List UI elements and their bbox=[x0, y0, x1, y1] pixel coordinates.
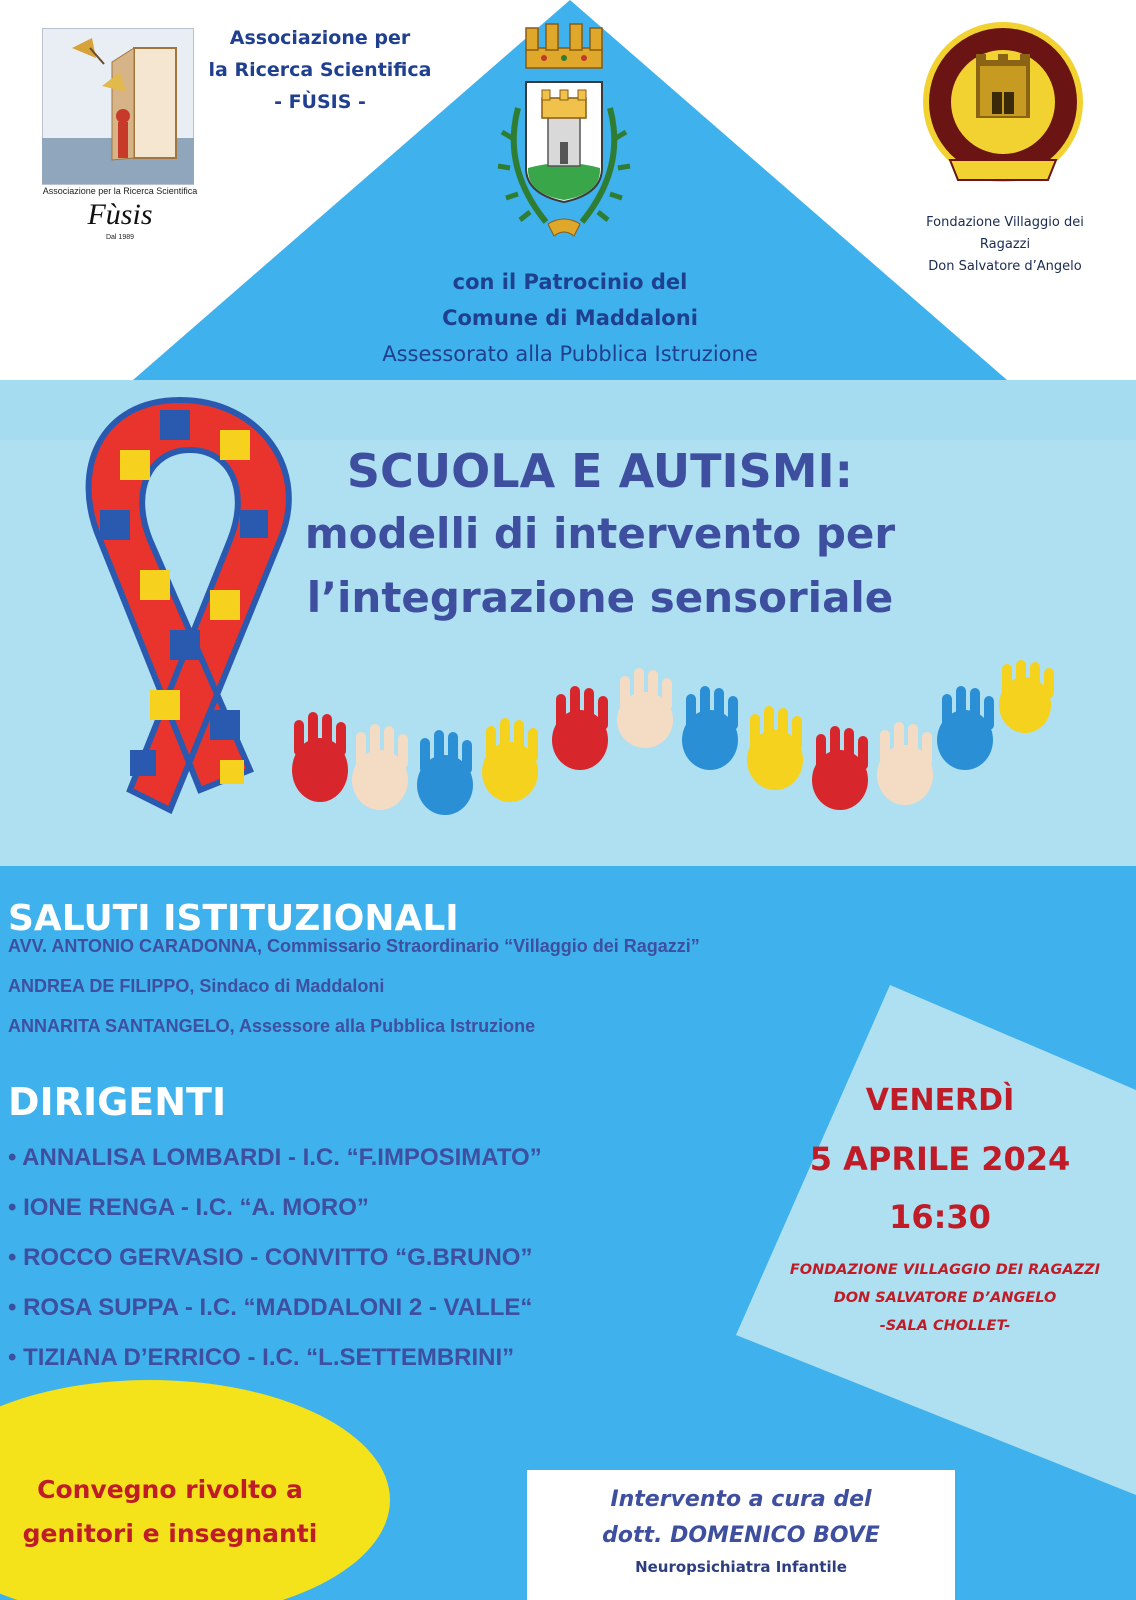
patronage-line-3: Assessorato alla Pubblica Istruzione bbox=[382, 342, 758, 366]
audience-line-1: Convegno rivolto a bbox=[37, 1475, 303, 1504]
speaker-info bbox=[527, 1482, 955, 1580]
hand-yellow-3 bbox=[999, 660, 1054, 733]
audience-note bbox=[10, 1468, 330, 1556]
comune-crest-icon bbox=[484, 18, 644, 258]
patronage-line-2: Comune di Maddaloni bbox=[442, 306, 698, 330]
saluti-line-3: ANNARITA SANTANGELO, Assessore alla Pubblica Istruzione bbox=[8, 1016, 536, 1036]
audience-line-2: genitori e insegnanti bbox=[22, 1519, 318, 1548]
saluti-line-2: ANDREA DE FILIPPO, Sindaco di Maddaloni bbox=[8, 976, 385, 996]
hand-red-3 bbox=[812, 726, 868, 810]
assoc-line-3: - FÙSIS - bbox=[274, 91, 366, 113]
assoc-line-2: la Ricerca Scientifica bbox=[208, 59, 432, 81]
association-name bbox=[200, 22, 440, 118]
hand-blue-3 bbox=[937, 686, 994, 770]
fusis-logo-name: Fùsis bbox=[87, 198, 153, 231]
fusis-logo-year: Dal 1989 bbox=[105, 234, 135, 241]
event-date: 5 APRILE 2024 bbox=[809, 1140, 1071, 1178]
hand-red-2 bbox=[552, 686, 608, 770]
dirigenti-line-3: • ROCCO GERVASIO - CONVITTO “G.BRUNO” bbox=[8, 1244, 533, 1271]
dirigenti-heading: DIRIGENTI bbox=[8, 1080, 227, 1124]
hand-beige-1 bbox=[352, 724, 408, 810]
hand-yellow-1 bbox=[482, 718, 538, 802]
saluti-line-1: AVV. ANTONIO CARADONNA, Commissario Straordinario “Villaggio dei Ragazzi” bbox=[8, 936, 700, 956]
fondazione-line-1: Fondazione Villaggio dei Ragazzi bbox=[926, 215, 1084, 252]
speaker-line-1: Intervento a cura del bbox=[610, 1487, 872, 1512]
felt-hands-decoration bbox=[280, 660, 1080, 830]
event-title bbox=[250, 440, 950, 630]
dirigenti-line-5: • TIZIANA D’ERRICO - I.C. “L.SETTEMBRINI” bbox=[8, 1344, 515, 1371]
event-venue bbox=[760, 1256, 1130, 1340]
speaker-role: Neuropsichiatra Infantile bbox=[635, 1558, 847, 1576]
fondazione-name bbox=[905, 212, 1105, 278]
dirigenti-line-4: • ROSA SUPPA - I.C. “MADDALONI 2 - VALLE“ bbox=[8, 1294, 533, 1321]
fondazione-line-2: Don Salvatore d’Angelo bbox=[928, 259, 1082, 274]
dirigenti-line-1: • ANNALISA LOMBARDI - I.C. “F.IMPOSIMATO” bbox=[8, 1144, 542, 1171]
title-line-2: modelli di intervento per bbox=[304, 509, 896, 558]
venue-line-2: DON SALVATORE D’ANGELO bbox=[833, 1290, 1057, 1306]
hand-red-1 bbox=[292, 712, 348, 802]
patronage-block bbox=[300, 264, 840, 372]
assoc-line-1: Associazione per bbox=[229, 27, 411, 49]
dirigenti-line-2: • IONE RENGA - I.C. “A. MORO” bbox=[8, 1194, 369, 1221]
hand-blue-1 bbox=[417, 730, 473, 815]
event-day: VENERDÌ bbox=[865, 1083, 1015, 1118]
venue-line-3: -SALA CHOLLET- bbox=[879, 1318, 1011, 1334]
speaker-name: dott. DOMENICO BOVE bbox=[602, 1523, 880, 1548]
title-line-3: l’integrazione sensoriale bbox=[306, 573, 894, 622]
hand-beige-3 bbox=[877, 722, 933, 805]
saluti-heading: SALUTI ISTITUZIONALI bbox=[8, 898, 459, 939]
fusis-logo-caption: Associazione per la Ricerca Scientifica bbox=[42, 186, 198, 196]
fondazione-seal-icon bbox=[918, 20, 1088, 190]
hand-blue-2 bbox=[682, 686, 738, 770]
hand-beige-2 bbox=[617, 668, 673, 748]
title-line-1: SCUOLA E AUTISMI: bbox=[346, 444, 854, 498]
event-time: 16:30 bbox=[889, 1198, 991, 1236]
venue-line-1: FONDAZIONE VILLAGGIO DEI RAGAZZI bbox=[789, 1262, 1101, 1278]
event-datetime bbox=[760, 1072, 1120, 1246]
patronage-line-1: con il Patrocinio del bbox=[452, 270, 688, 294]
hand-yellow-2 bbox=[747, 706, 803, 790]
